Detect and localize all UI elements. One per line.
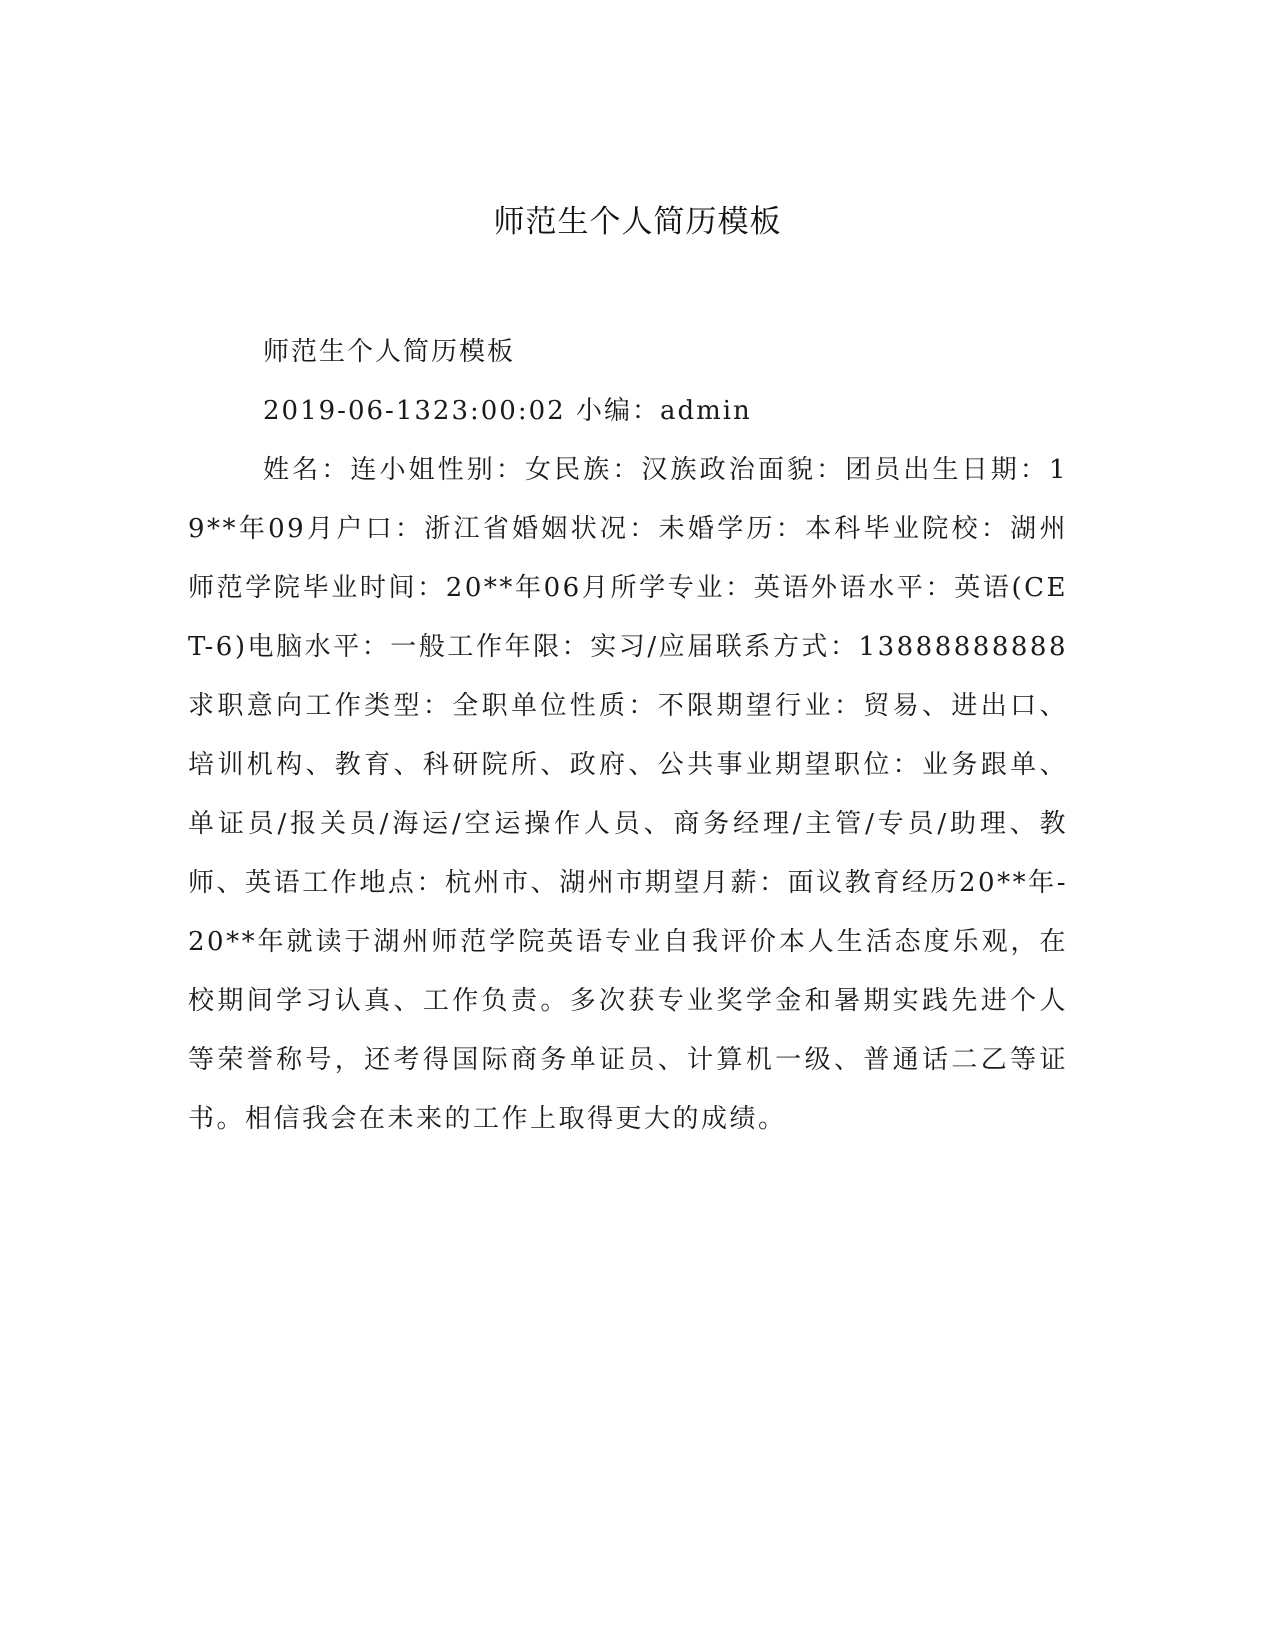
article-body: 姓名：连小姐性别：女民族：汉族政治面貌：团员出生日期：19**年09月户口：浙江省婚姻状况：未婚学历：本科毕业院校：湖州师范学院毕业时间：20**年06月所学专业：英语外语水平：英语(CET-6)电脑水平：一般工作年限：实习/应届联系方式：13888888888求职意向工作类型：全职单位性质：不限期望行业：贸易、进出口、培训机构、教育、科研院所、政府、公共事业期望职位：业务跟单、单证员/报关员/海运/空运操作人员、商务经理/主管/专员/助理、教师、英语工作地点：杭州市、湖州市期望月薪：面议教育经历20**年-20**年就读于湖州师范学院英语专业自我评价本人生活态度乐观，在校期间学习认真、工作负责。多次获专业奖学金和暑期实践先进个人等荣誉称号，还考得国际商务单证员、计算机一级、普通话二乙等证书。相信我会在未来的工作上取得更大的成绩。	[188, 455, 1068, 1134]
document-title: 师范生个人简历模板	[493, 204, 782, 240]
article-title: 师范生个人简历模板	[263, 337, 516, 367]
document-content	[188, 323, 1068, 1149]
article-meta: 2019-06-1323:00:02 小编：admin	[263, 396, 752, 426]
